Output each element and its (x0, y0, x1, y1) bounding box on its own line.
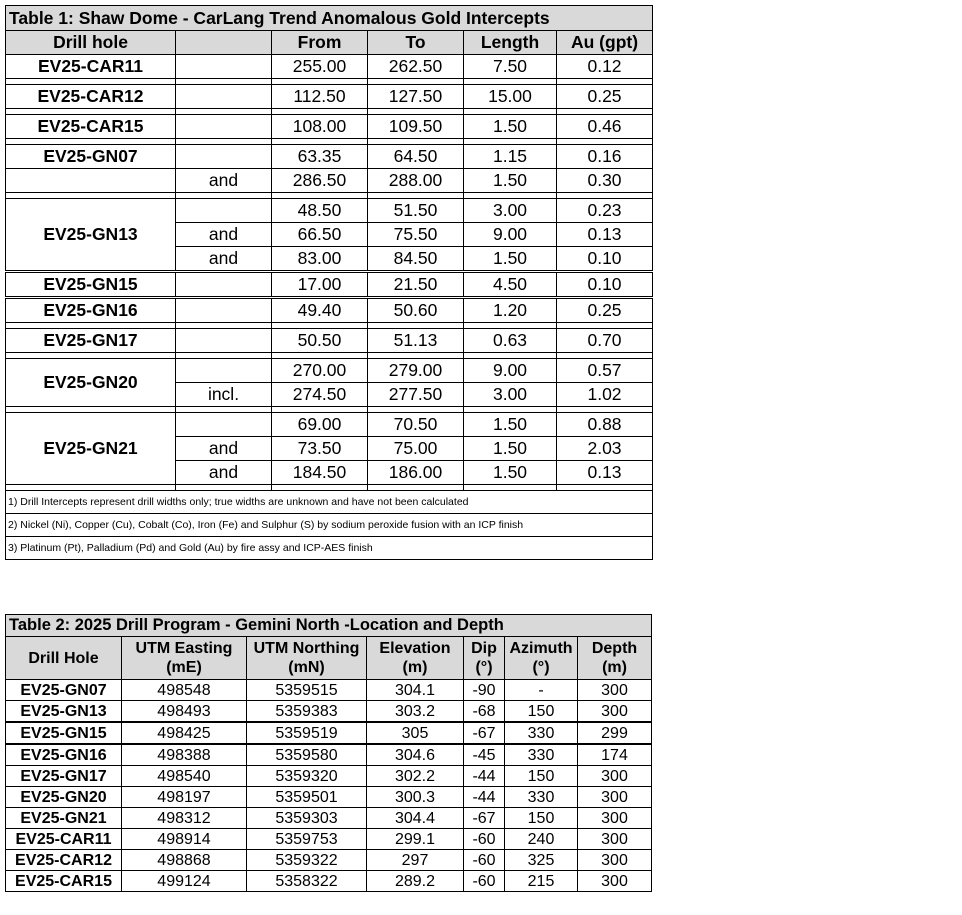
cell-dip: -68 (464, 701, 505, 723)
footnote-3: 3) Platinum (Pt), Palladium (Pd) and Gold (Au) by fire assy and ICP-AES finish (6, 537, 653, 560)
table-row (6, 145, 653, 169)
cell-elevation: 300.3 (367, 787, 464, 808)
table-row (6, 808, 652, 829)
cell-to: 70.50 (368, 413, 464, 437)
cell-from: 48.50 (272, 199, 368, 223)
cell-length: 9.00 (464, 359, 557, 383)
cell-qualifier: and (176, 461, 272, 485)
cell-qualifier (176, 329, 272, 353)
cell-hole: EV25-GN17 (6, 329, 176, 353)
cell-to: 64.50 (368, 145, 464, 169)
intercepts-table (5, 5, 653, 560)
cell-hole: EV25-GN13 (6, 701, 122, 723)
cell-length: 1.50 (464, 169, 557, 193)
cell-elevation: 304.1 (367, 680, 464, 701)
cell-hole: EV25-GN17 (6, 766, 122, 787)
cell-length: 1.50 (464, 115, 557, 139)
cell-hole: EV25-GN16 (6, 744, 122, 766)
cell-length: 3.00 (464, 383, 557, 407)
table2-body (6, 680, 652, 892)
cell-qualifier (176, 55, 272, 79)
cell-from: 83.00 (272, 247, 368, 272)
table-row (6, 744, 652, 766)
cell-easting: 498540 (122, 766, 247, 787)
cell-azimuth: 150 (505, 808, 578, 829)
cell-depth: 299 (578, 722, 652, 744)
cell-qualifier: and (176, 169, 272, 193)
header-elevation: Elevation (m) (367, 637, 464, 680)
cell-au: 0.46 (557, 115, 653, 139)
cell-from: 184.50 (272, 461, 368, 485)
footnote-1: 1) Drill Intercepts represent drill widths only; true widths are unknown and have not been calculated (6, 491, 653, 514)
cell-qualifier (176, 298, 272, 323)
cell-elevation: 303.2 (367, 701, 464, 723)
cell-length: 1.50 (464, 413, 557, 437)
cell-from: 63.35 (272, 145, 368, 169)
cell-azimuth: 330 (505, 722, 578, 744)
cell-qualifier (176, 359, 272, 383)
cell-length: 1.20 (464, 298, 557, 323)
cell-azimuth: 150 (505, 766, 578, 787)
cell-elevation: 302.2 (367, 766, 464, 787)
cell-qualifier: incl. (176, 383, 272, 407)
cell-to: 51.13 (368, 329, 464, 353)
cell-northing: 5359322 (247, 850, 367, 871)
cell-easting: 499124 (122, 871, 247, 892)
table-row (6, 272, 653, 298)
cell-from: 286.50 (272, 169, 368, 193)
cell-from: 17.00 (272, 272, 368, 298)
cell-au: 0.16 (557, 145, 653, 169)
cell-qualifier: and (176, 223, 272, 247)
cell-easting: 498197 (122, 787, 247, 808)
cell-depth: 300 (578, 808, 652, 829)
cell-depth: 300 (578, 871, 652, 892)
header-depth: Depth (m) (578, 637, 652, 680)
cell-hole (6, 169, 176, 193)
table-row (6, 413, 653, 437)
cell-depth: 300 (578, 766, 652, 787)
header-to: To (368, 31, 464, 55)
cell-northing: 5358322 (247, 871, 367, 892)
cell-hole: EV25-CAR11 (6, 55, 176, 79)
cell-au: 0.13 (557, 461, 653, 485)
cell-hole: EV25-GN21 (6, 413, 176, 485)
table1-header-row (6, 31, 653, 55)
drill-program-table (5, 614, 652, 892)
header-drill-hole: Drill hole (6, 31, 176, 55)
table-row (6, 829, 652, 850)
table-row (6, 766, 652, 787)
cell-hole: EV25-GN16 (6, 298, 176, 323)
cell-depth: 300 (578, 701, 652, 723)
cell-au: 0.25 (557, 85, 653, 109)
cell-au: 1.02 (557, 383, 653, 407)
cell-length: 1.15 (464, 145, 557, 169)
cell-dip: -44 (464, 787, 505, 808)
cell-from: 69.00 (272, 413, 368, 437)
cell-length: 15.00 (464, 85, 557, 109)
cell-from: 270.00 (272, 359, 368, 383)
cell-depth: 174 (578, 744, 652, 766)
cell-azimuth: 150 (505, 701, 578, 723)
table-row (6, 85, 653, 109)
cell-au: 2.03 (557, 437, 653, 461)
cell-elevation: 304.6 (367, 744, 464, 766)
cell-northing: 5359501 (247, 787, 367, 808)
table-row (6, 701, 652, 723)
cell-to: 75.50 (368, 223, 464, 247)
cell-qualifier (176, 272, 272, 298)
cell-length: 0.63 (464, 329, 557, 353)
cell-hole: EV25-GN07 (6, 680, 122, 701)
cell-from: 49.40 (272, 298, 368, 323)
footnote-2: 2) Nickel (Ni), Copper (Cu), Cobalt (Co), Iron (Fe) and Sulphur (S) by sodium peroxide fusion with an ICP finish (6, 514, 653, 537)
cell-to: 109.50 (368, 115, 464, 139)
cell-length: 1.50 (464, 247, 557, 272)
cell-azimuth: 330 (505, 744, 578, 766)
cell-au: 0.23 (557, 199, 653, 223)
table1-title: Table 1: Shaw Dome - CarLang Trend Anomalous Gold Intercepts (6, 6, 653, 31)
cell-qualifier (176, 145, 272, 169)
cell-au: 0.88 (557, 413, 653, 437)
table2-title: Table 2: 2025 Drill Program - Gemini North -Location and Depth (6, 615, 652, 637)
table-row (6, 329, 653, 353)
cell-au: 0.70 (557, 329, 653, 353)
cell-depth: 300 (578, 787, 652, 808)
cell-elevation: 297 (367, 850, 464, 871)
cell-elevation: 304.4 (367, 808, 464, 829)
cell-easting: 498493 (122, 701, 247, 723)
header-qualifier (176, 31, 272, 55)
cell-qualifier (176, 413, 272, 437)
cell-northing: 5359515 (247, 680, 367, 701)
cell-hole: EV25-GN21 (6, 808, 122, 829)
cell-depth: 300 (578, 850, 652, 871)
header-utm-northing: UTM Northing (mN) (247, 637, 367, 680)
cell-au: 0.10 (557, 272, 653, 298)
cell-northing: 5359519 (247, 722, 367, 744)
cell-from: 274.50 (272, 383, 368, 407)
cell-qualifier: and (176, 247, 272, 272)
table-row (6, 787, 652, 808)
cell-dip: -60 (464, 829, 505, 850)
cell-length: 7.50 (464, 55, 557, 79)
cell-northing: 5359753 (247, 829, 367, 850)
table2-header-row (6, 637, 652, 680)
cell-dip: -60 (464, 871, 505, 892)
cell-qualifier (176, 115, 272, 139)
cell-hole: EV25-CAR12 (6, 85, 176, 109)
cell-azimuth: 325 (505, 850, 578, 871)
table-row (6, 199, 653, 223)
table-row (6, 850, 652, 871)
cell-hole: EV25-GN15 (6, 272, 176, 298)
cell-hole: EV25-CAR11 (6, 829, 122, 850)
cell-elevation: 289.2 (367, 871, 464, 892)
cell-easting: 498548 (122, 680, 247, 701)
cell-dip: -67 (464, 722, 505, 744)
cell-northing: 5359303 (247, 808, 367, 829)
cell-from: 255.00 (272, 55, 368, 79)
table-row (6, 722, 652, 744)
cell-au: 0.12 (557, 55, 653, 79)
cell-to: 288.00 (368, 169, 464, 193)
cell-azimuth: 215 (505, 871, 578, 892)
cell-from: 50.50 (272, 329, 368, 353)
cell-azimuth: 330 (505, 787, 578, 808)
table-row (6, 359, 653, 383)
cell-azimuth: 240 (505, 829, 578, 850)
header-length: Length (464, 31, 557, 55)
cell-easting: 498914 (122, 829, 247, 850)
cell-to: 127.50 (368, 85, 464, 109)
table-row (6, 871, 652, 892)
header-dip: Dip (°) (464, 637, 505, 680)
cell-azimuth: - (505, 680, 578, 701)
cell-length: 1.50 (464, 461, 557, 485)
cell-to: 84.50 (368, 247, 464, 272)
cell-au: 0.57 (557, 359, 653, 383)
cell-to: 51.50 (368, 199, 464, 223)
cell-hole: EV25-GN15 (6, 722, 122, 744)
cell-length: 9.00 (464, 223, 557, 247)
cell-qualifier (176, 85, 272, 109)
cell-au: 0.30 (557, 169, 653, 193)
cell-hole: EV25-GN20 (6, 359, 176, 407)
cell-northing: 5359580 (247, 744, 367, 766)
cell-length: 3.00 (464, 199, 557, 223)
cell-easting: 498425 (122, 722, 247, 744)
header-au: Au (gpt) (557, 31, 653, 55)
cell-elevation: 299.1 (367, 829, 464, 850)
cell-dip: -45 (464, 744, 505, 766)
cell-depth: 300 (578, 680, 652, 701)
cell-dip: -60 (464, 850, 505, 871)
cell-northing: 5359320 (247, 766, 367, 787)
cell-from: 108.00 (272, 115, 368, 139)
cell-to: 50.60 (368, 298, 464, 323)
cell-qualifier (176, 199, 272, 223)
cell-depth: 300 (578, 829, 652, 850)
cell-hole: EV25-GN07 (6, 145, 176, 169)
cell-dip: -90 (464, 680, 505, 701)
header-azimuth: Azimuth (°) (505, 637, 578, 680)
cell-qualifier: and (176, 437, 272, 461)
cell-dip: -44 (464, 766, 505, 787)
header-utm-easting: UTM Easting (mE) (122, 637, 247, 680)
cell-elevation: 305 (367, 722, 464, 744)
cell-to: 186.00 (368, 461, 464, 485)
table-row (6, 169, 653, 193)
cell-from: 112.50 (272, 85, 368, 109)
cell-hole: EV25-GN20 (6, 787, 122, 808)
header-from: From (272, 31, 368, 55)
cell-hole: EV25-GN13 (6, 199, 176, 272)
cell-hole: EV25-CAR15 (6, 871, 122, 892)
cell-easting: 498868 (122, 850, 247, 871)
table-row (6, 55, 653, 79)
cell-to: 262.50 (368, 55, 464, 79)
cell-from: 73.50 (272, 437, 368, 461)
cell-hole: EV25-CAR15 (6, 115, 176, 139)
cell-easting: 498388 (122, 744, 247, 766)
header-drill-hole: Drill Hole (6, 637, 122, 680)
cell-au: 0.13 (557, 223, 653, 247)
cell-easting: 498312 (122, 808, 247, 829)
cell-northing: 5359383 (247, 701, 367, 723)
cell-to: 277.50 (368, 383, 464, 407)
cell-hole: EV25-CAR12 (6, 850, 122, 871)
cell-length: 4.50 (464, 272, 557, 298)
cell-dip: -67 (464, 808, 505, 829)
cell-au: 0.10 (557, 247, 653, 272)
table-row (6, 680, 652, 701)
cell-to: 21.50 (368, 272, 464, 298)
table-row (6, 298, 653, 323)
cell-to: 75.00 (368, 437, 464, 461)
cell-to: 279.00 (368, 359, 464, 383)
table-row (6, 115, 653, 139)
cell-length: 1.50 (464, 437, 557, 461)
cell-au: 0.25 (557, 298, 653, 323)
cell-from: 66.50 (272, 223, 368, 247)
